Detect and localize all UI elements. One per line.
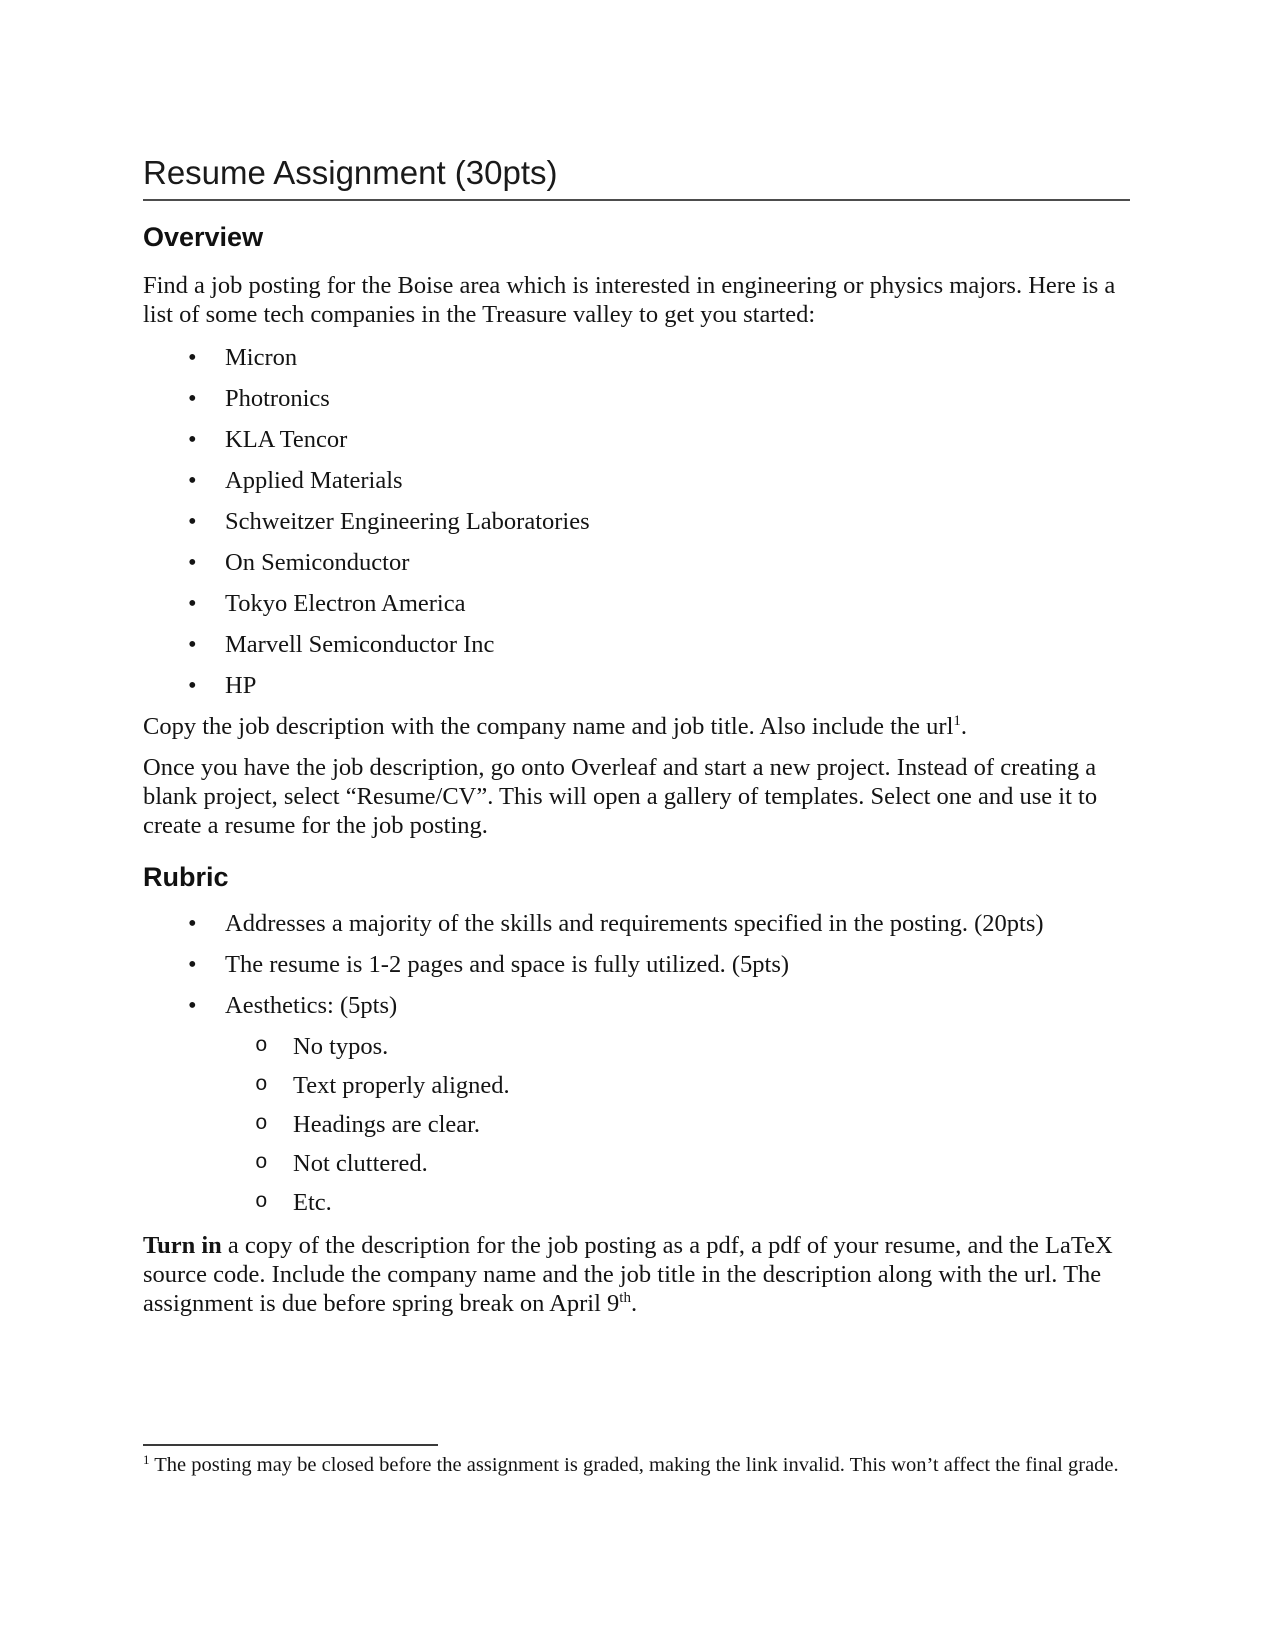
footnote-text: The posting may be closed before the assignment is graded, making the link invalid. This won’t affect the final grade. bbox=[149, 1454, 1119, 1476]
footnote bbox=[143, 1453, 1130, 1478]
list-item bbox=[143, 671, 1130, 700]
company-name: KLA Tencor bbox=[225, 426, 348, 453]
sub-list-item bbox=[143, 1071, 1130, 1100]
rubric-heading: Rubric bbox=[143, 862, 229, 892]
sub-list-item-text: Headings are clear. bbox=[293, 1111, 481, 1138]
circle-bullet-icon: o bbox=[255, 1152, 268, 1175]
bullet-icon: • bbox=[188, 508, 197, 535]
company-name: On Semiconductor bbox=[225, 549, 410, 576]
circle-bullet-icon: o bbox=[255, 1074, 268, 1097]
bullet-icon: • bbox=[188, 992, 197, 1019]
bullet-icon: • bbox=[188, 344, 197, 371]
rubric-item-text: Aesthetics: (5pts) bbox=[225, 992, 398, 1019]
company-name: Micron bbox=[225, 344, 298, 371]
sub-list-item bbox=[143, 1032, 1130, 1061]
circle-bullet-icon: o bbox=[255, 1113, 268, 1136]
page-title: Resume Assignment (30pts) bbox=[143, 156, 1130, 201]
list-item bbox=[143, 589, 1130, 618]
rubric-list bbox=[143, 909, 1130, 1020]
aesthetics-sublist bbox=[143, 1032, 1130, 1217]
bullet-icon: • bbox=[188, 631, 197, 658]
company-name: Tokyo Electron America bbox=[225, 590, 466, 617]
list-item bbox=[143, 630, 1130, 659]
sub-list-item bbox=[143, 1188, 1130, 1217]
list-item bbox=[143, 425, 1130, 454]
sub-list-item-text: Text properly aligned. bbox=[293, 1072, 510, 1099]
list-item bbox=[143, 548, 1130, 577]
rubric-item-text: The resume is 1-2 pages and space is fully utilized. (5pts) bbox=[225, 951, 790, 978]
turn-in-instruction bbox=[143, 1231, 1130, 1318]
bullet-icon: • bbox=[188, 910, 197, 937]
rubric-item bbox=[143, 909, 1130, 938]
rubric-item bbox=[143, 950, 1130, 979]
ordinal-superscript: th bbox=[619, 1290, 631, 1306]
sub-list-item bbox=[143, 1149, 1130, 1178]
bullet-icon: • bbox=[188, 951, 197, 978]
company-name: Marvell Semiconductor Inc bbox=[225, 631, 495, 658]
sub-list-item-text: Etc. bbox=[293, 1189, 332, 1216]
list-item bbox=[143, 466, 1130, 495]
overview-intro: Find a job posting for the Boise area which is interested in engineering or physics majors. Here is a list of some tech companies in the Treasure valley to get you started: bbox=[143, 272, 1116, 328]
sub-list-item-text: Not cluttered. bbox=[293, 1150, 428, 1177]
copy-instruction bbox=[143, 712, 1130, 741]
company-list bbox=[143, 343, 1130, 700]
bullet-icon: • bbox=[188, 467, 197, 494]
bullet-icon: • bbox=[188, 590, 197, 617]
copy-instruction-period: . bbox=[960, 713, 968, 740]
circle-bullet-icon: o bbox=[255, 1035, 268, 1058]
list-item bbox=[143, 507, 1130, 536]
rubric-item-text: Addresses a majority of the skills and requirements specified in the posting. (20pts) bbox=[225, 910, 1044, 937]
company-name: Applied Materials bbox=[225, 467, 403, 494]
turn-in-period: . bbox=[630, 1290, 638, 1317]
bullet-icon: • bbox=[188, 672, 197, 699]
sub-list-item bbox=[143, 1110, 1130, 1139]
turn-in-label: Turn in bbox=[143, 1232, 222, 1259]
company-name: Schweitzer Engineering Laboratories bbox=[225, 508, 590, 535]
overview-heading: Overview bbox=[143, 222, 264, 252]
bullet-icon: • bbox=[188, 385, 197, 412]
overleaf-instruction: Once you have the job description, go onto Overleaf and start a new project. Instead of creating a blank project, select “Resume/CV”. This will open a gallery of templates. Select one and use it to create a resume for the job posting. bbox=[143, 754, 1098, 839]
turn-in-body: a copy of the description for the job posting as a pdf, a pdf of your resume, and the LaTeX source code. Include the company name and the job title in the description along with the url. The assignment is due before spring break on April 9 bbox=[143, 1232, 1113, 1317]
list-item bbox=[143, 384, 1130, 413]
footnote-separator bbox=[143, 1444, 438, 1446]
rubric-item bbox=[143, 991, 1130, 1020]
company-name: Photronics bbox=[225, 385, 330, 412]
company-name: HP bbox=[225, 672, 257, 699]
list-item bbox=[143, 343, 1130, 372]
footnote-marker: 1 bbox=[143, 1452, 150, 1467]
sub-list-item-text: No typos. bbox=[293, 1033, 389, 1060]
document-content bbox=[143, 0, 1130, 1478]
bullet-icon: • bbox=[188, 549, 197, 576]
copy-instruction-text: Copy the job description with the company name and job title. Also include the url bbox=[143, 713, 954, 740]
bullet-icon: • bbox=[188, 426, 197, 453]
circle-bullet-icon: o bbox=[255, 1191, 268, 1214]
footnote-ref: 1 bbox=[953, 713, 961, 729]
